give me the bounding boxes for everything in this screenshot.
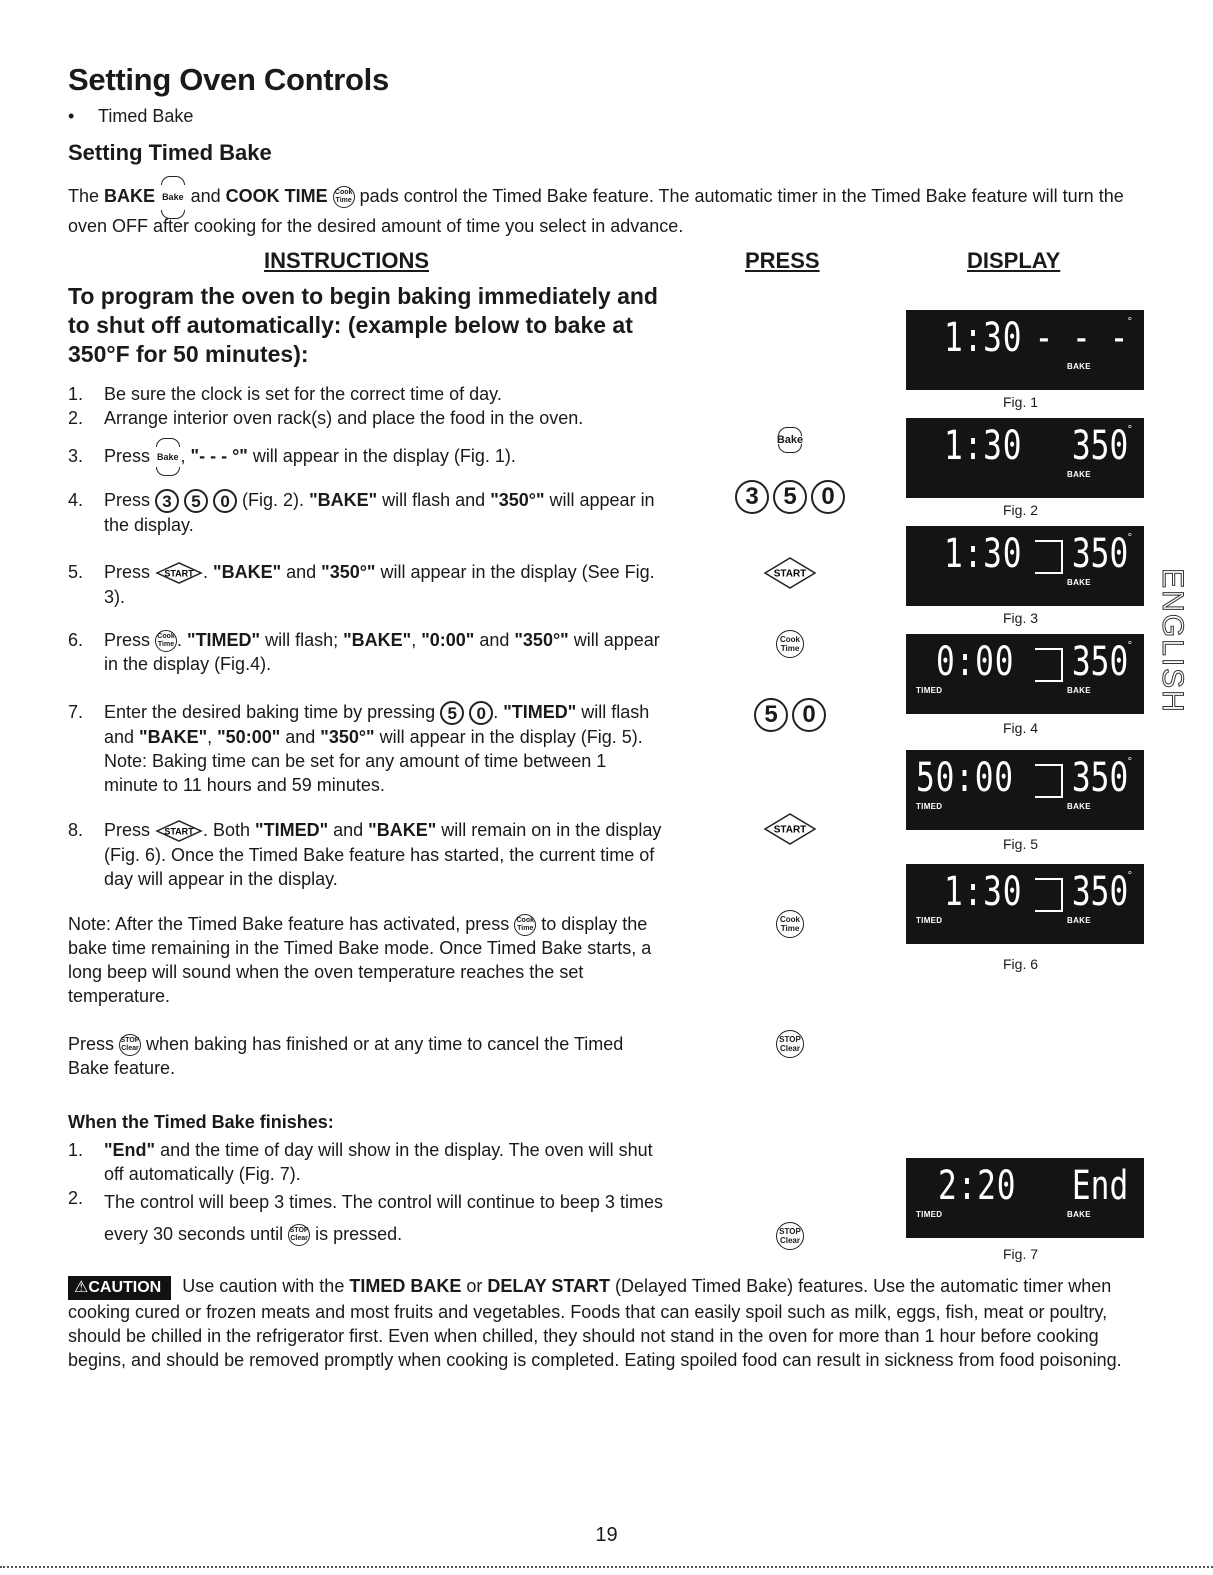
language-side-tab: ENGLISH [1156,568,1189,714]
intro-paragraph: The BAKE Bake and COOK TIME Cook Time pads control the Timed Bake feature. The automatic timer in the Timed Bake feature will turn the oven OFF after cooking for the desired amount of time you select in advance. [68,182,1158,241]
svg-text:START: START [773,568,807,580]
section-bullet: • Timed Bake [68,106,194,126]
stop-clear-pad-icon: STOP Clear [776,1222,804,1250]
press-50 [720,698,860,732]
page-number: 19 [595,1524,618,1546]
digit-5-pad-icon: 5 [440,701,464,725]
start-pad-icon [155,561,203,585]
oven-display-fig1: 1:30 - - - ° BAKE [906,310,1144,390]
digit-0-pad-icon: 0 [792,698,826,732]
instructions-header: INSTRUCTIONS [264,248,429,273]
press-350 [720,480,860,514]
page-title: Setting Oven Controls [68,62,389,97]
digit-5-pad-icon: 5 [184,489,208,513]
press-start [720,556,860,590]
digit-5-pad-icon: 5 [773,480,807,514]
fig-caption: Fig. 5 [1003,836,1039,852]
bake-pad-icon: Bake [775,434,805,446]
svg-text:START: START [164,568,194,579]
press-start-2 [720,812,860,846]
cook-time-pad-icon: Cook Time [155,630,177,652]
caution-badge: ⚠CAUTION [68,1276,171,1300]
caution-paragraph: ⚠CAUTION Use caution with the TIMED BAKE or DELAY START (Delayed Timed Bake) features. Use the automatic timer when cooking cured or frozen meats and most fruits and vegetables. Foods that can easily spoil such as milk, eggs, fish, meat or poultry, should be chilled in the refrigerator first. Even when chilled, they should not stand in the oven for more than 1 hour before cooking begins, and should be removed promptly when cooking is completed. Eating spoiled food can result in sickness from food poisoning. [68,1276,1122,1370]
digit-0-pad-icon: 0 [811,480,845,514]
fig-caption: Fig. 1 [1003,394,1039,410]
fig-caption: Fig. 6 [1003,956,1039,972]
section-subtitle: Setting Timed Bake [68,140,272,165]
bake-pad-icon: Bake [160,183,186,212]
digit-3-pad-icon: 3 [155,489,179,513]
finish-heading: When the Timed Bake finishes: [68,1112,334,1132]
oven-display-fig5: 50:00 350 ° TIMED BAKE [906,750,1144,830]
oven-display-fig6: 1:30 350 ° TIMED BAKE [906,864,1144,944]
fig-caption: Fig. 4 [1003,720,1039,736]
oven-display-fig2: 1:30 350 ° BAKE [906,418,1144,498]
start-pad-icon [763,812,817,846]
start-pad-icon [763,556,817,590]
note-paragraph: Note: After the Timed Bake feature has activated, press Cook Time to display the bake time remaining in the Timed Bake mode. Once Timed Bake starts, a long beep will sound when the oven temperature reaches the set temperature. [68,914,652,1007]
press-header: PRESS [745,248,820,273]
oven-display-fig3: 1:30 350 ° BAKE [906,526,1144,606]
fig-caption: Fig. 2 [1003,502,1039,518]
digit-0-pad-icon: 0 [469,701,493,725]
cook-time-pad-icon: Cook Time [776,630,804,658]
stop-paragraph: Press STOP Clear when baking has finished or at any time to cancel the Timed Bake feature. [68,1034,624,1079]
digit-3-pad-icon: 3 [735,480,769,514]
stop-clear-pad-icon: STOP Clear [119,1034,141,1056]
cook-time-pad-icon: Cook Time [333,186,355,208]
start-pad-icon [155,819,203,843]
digit-5-pad-icon: 5 [754,698,788,732]
press-bake [720,434,860,446]
press-cook-time [720,630,860,658]
program-heading: To program the oven to begin baking immediately and to shut off automatically: (example below to bake at 350°F for 50 minutes): [68,283,658,367]
svg-text:START: START [773,824,807,836]
cook-time-pad-icon: Cook Time [514,914,536,936]
press-cook-time-2 [720,910,860,938]
oven-display-fig7: 2:20 End TIMED BAKE [906,1158,1144,1238]
cook-time-pad-icon: Cook Time [776,910,804,938]
stop-clear-pad-icon: STOP Clear [288,1224,310,1246]
bake-pad-icon: Bake [155,445,181,469]
bottom-divider [0,1566,1213,1568]
stop-clear-pad-icon: STOP Clear [776,1030,804,1058]
digit-0-pad-icon: 0 [213,489,237,513]
press-stop-2 [720,1222,860,1250]
svg-text:START: START [164,826,194,837]
warning-triangle-icon: ⚠ [74,1279,89,1296]
press-stop [720,1030,860,1058]
fig-caption: Fig. 3 [1003,610,1039,626]
oven-display-fig4: 0:00 350 ° TIMED BAKE [906,634,1144,714]
fig-caption: Fig. 7 [1003,1246,1039,1262]
display-header: DISPLAY [967,248,1061,273]
